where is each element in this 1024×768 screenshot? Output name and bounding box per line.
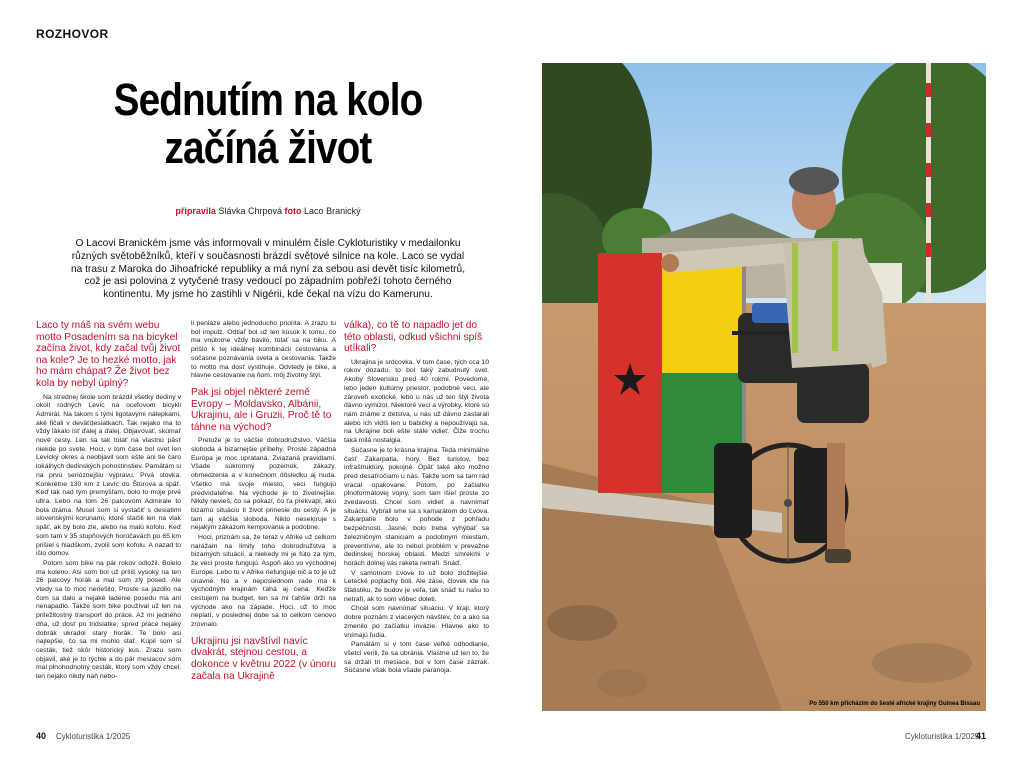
answer-paragraph: V samotnom Ľvove to už bolo zložitejšie. Letecké poplachy boli. Ale zase, človek ide na štatistiku, že budov je veľa, tak snáď tu našu to netrafí, ak to som vôbec doleti. xyxy=(344,569,489,603)
interview-question: Pak jsi objel některé země Evropy – Moldavsko, Albánii, Ukrajinu, ale i Gruzii. Proč tě to táhne na východ? xyxy=(191,386,332,433)
interview-question: Laco ty máš na svém webu motto Posadením sa na bicykel začína život, kdy začal tvůj život na kole? Je to hezké motto, jak ho mám chápat? Že život bez kola by nebyl úplný? xyxy=(36,320,181,389)
byline-role-writer: připravila xyxy=(175,206,216,216)
page-number-left: 40 xyxy=(36,731,47,741)
article-headline xyxy=(68,76,467,172)
page-number-right: 41 xyxy=(976,731,987,741)
answer-paragraph: Ukrajina je srdcovka. V tom čase, tých cca 10 rokov dozadu, to bol taký zabudnutý svet. Akoby Slovensko pred 40 rokmi. Povedomé, lebo jeden kultúrny priestor, podobné veci, ale zároveň exotické, lebo u nás už ten štýl života dávno vymizol. Niektoré veci a výrobky, ktoré sú nám známe z detstva, u nás už dávno zastarali alebo ich vidíš len u babičky a nepoužívajú sa, na Ukrajine boli ešte stále vidieť. Čiže trochu taká milá nostalgia. xyxy=(344,358,489,445)
answer-paragraph: Pamätám si v tom čase veľké odhodlanie, všetci verili, že sa ubránia. Vlastne už len to, že sa držali tri mesiace, bol v tom čase zázrak. Súčasne však bola všade paranoja. xyxy=(344,641,489,675)
text-column-1 xyxy=(36,320,181,716)
answer-paragraph: li peniaze alebo jednoducho priorita. A zrazu tu bol impulz. Odtiaľ bol už len kúsok k tomu, čo ma vnútorne vždy bavilo, túlať sa na biku. A prišlo k tej ideálnej kombinácii cestovania a súčasne poznávania sveta a cestovania. Takže to motto ma dosť vystihuje. Odvtedy je bike, a hlavne cestovanie na ňom, môj životný štýl. xyxy=(191,320,336,380)
answer-paragraph: Súčasne je to krásna krajina. Teda minimálne časť Zakarpatia, hory. Bez turistov, bez infraštruktúry, pokojné. Opäť také ako možno pred desaťročiami u nás. Takže som sa tam rád vracal opakovane. Potom, po začiatku plnoformátovej vojny, som tam išiel proste zo zvedavosti. Chcel som vidieť a navnímať situáciu. Vybrali sme sa s kamarátom do Ľvova. Zakarpatie bolo v pohode z pohľadu bezpečnosti. Jasné, bolo treba vyhýbať sa železničným staniciam a podobným miestam, preventívne, ale to nebol problém v prevažne dedinskej horskej oblasti. Medzi smrekmi v horách dolnej vás raketa netrafí. Snáď. xyxy=(344,446,489,567)
lead-paragraph: O Lacovi Branickém jsme vás informovali v minulém čísle Cykloturistiky v medailonku různých světoběžníků, kteří v současnosti brázdí světové silnice na kole. Laco se vydal na trasu z Maroka do Jihoafrické republiky a má nyní za sebou asi devět tisíc kilometrů, což je asi polovina z vytyčené trasy vedoucí po západním pobřeží tohoto černého kontinentu. My jsme ho zastihli v Nigérii, kde čekal na vízu do Kamerunu. xyxy=(70,238,466,301)
answer-paragraph: Pretože je to väčšie dobrodružstvo. Väčšia sloboda a bizarnejšie príbehy. Proste západná Európa je moc uprataná. Zviazaná pravidlami. Všade súkromný pozemok, zákazy, obmedzenia a v konečnom dôsledku aj nuda. Všetko má svoje miesto, veci fungujú predvídateľne. Na východe je to živelnejšie. Nikdy nevieš, čo sa pokazí, čo ťa prekvapí, akú bizarnú situáciu ti život prinesie do cesty. A je tam aj väčšia sloboda. Nikto nesekíruje s nejakým zákazom kempovania a podobne. xyxy=(191,437,336,532)
byline-photographer-name: Laco Branický xyxy=(304,206,361,216)
interview-question: Ukrajinu jsi navštívil navíc dvakrát, stejnou cestou, a dokonce v květnu 2022 (v únoru začala na Ukrajině xyxy=(191,635,336,682)
answer-paragraph: Na strednej škole som brázdil všetky dediny v okolí rodných Levíc na ocefovom bicykli Admirál. Na takom s tými ligotavými nálepkami, aké fičali v deväťdesiatkach. Tak nejako ma to vždy lákalo ísť ďalej a ďalej. Objavovať, skúmať nové cesty. Len sa tak túlať na vlastnú päsť niekde po svete. Hoci, v tom čase bol svet len Levický okres a neobjavil som ešte ani tie čaro lokálnych dedinských pohostinstiev. Pamätám si na prvú serióznejšiu výpravu. Prvá stovka. Konkrétne 130 km z Levíc do Štúrova a späť. Keď tak nad tým premýšľam, bolo to moje prvé ultra. Lebo na tom 26 palcovom Admirale to bola dráma. Musel som si vystačiť s desiatimi slovenskými korunami, ktoré stačili len na vlak späť, ak by bolo zle, alebo na malú kofolu. Keď som tam v 35 stupňových horúčavách po 65 km prišiel s hladškom, zvolil som kofolu. A nazad to išlo domov. xyxy=(36,393,181,558)
text-column-3 xyxy=(344,320,489,716)
answer-paragraph: Chcel som navnímať situáciu. V kraji, ktorý dobre poznám z viacerých návštev, čo a ako sa zmenilo po začiatku invázie. Hlavne ako to vnímajú ľudia. xyxy=(344,605,489,639)
footer-magazine-left: Cykloturistika 1/2025 xyxy=(56,732,131,741)
text-column-2 xyxy=(191,320,336,716)
byline-role-photo: foto xyxy=(284,206,302,216)
photo-caption: Po 550 km přicházím do šesté africké krajiny Guinea Bissau xyxy=(809,701,980,707)
answer-paragraph: Potom som bike na pár rokov odložil. Bolelo ma koleno. Asi som bol už príliš vysoký na ten 26 palcový horák a mal som zlý posed. Ale vtedy sa to moc neriešilo. Proste sa jazdilo na čom sa dalo a nejaké ladenie posedu ma ani nenapadlo. Takže som bike používal už len na príležitostný transport do práce. Až mi jedného dňa, už dosť po tridsiatke, spred práce nejaký dobrák ukradol starý horák. Te bolo asi najlepšie, čo sa mi mohlo stať. Kúpil som si cesták, tiež skôr historický kus. Zrazu som objavil, aké je to rýchle a do pár mesiacov som mal plnohodnotný cesták, ktorý som vždy chcel, len nejako nikdy naň nebo- xyxy=(36,559,181,681)
interview-question-continued: válka), co tě to napadlo jet do této oblasti, odkud všichni spíš utíkali? xyxy=(344,320,483,355)
byline-writer-name: Slávka Chrpová xyxy=(218,206,283,216)
headline-line-2: začíná život xyxy=(164,122,372,173)
cyclist-border-photo xyxy=(542,63,986,711)
byline xyxy=(36,206,500,216)
headline-line-1: Sednutím na kolo xyxy=(113,74,423,125)
photo-illustration xyxy=(542,63,986,711)
footer-magazine-right: Cykloturistika 1/2025 xyxy=(905,732,980,741)
section-label: ROZHOVOR xyxy=(36,27,109,41)
answer-paragraph: Hoci, priznám sa, že teraz v Afrike už celkom narážam na limity toho dobrodružstva a bizarných situácií, a niekedy mi je fúto za tým, že veci proste fungujú. Aspoň ako vo východnej Európe. Lebo tu v Afrike nefunguje nič a to je už únavné. No a v neposlednom rade ma k východným krajinám ťahá aj cena. Keďže cestujem na budget, ten sa mi ťahšie drží na východe ako na západe. Hoci, už to moc neplatí, v poslednej dobe sa to celkom cenovo zrovnalo. xyxy=(191,534,336,629)
